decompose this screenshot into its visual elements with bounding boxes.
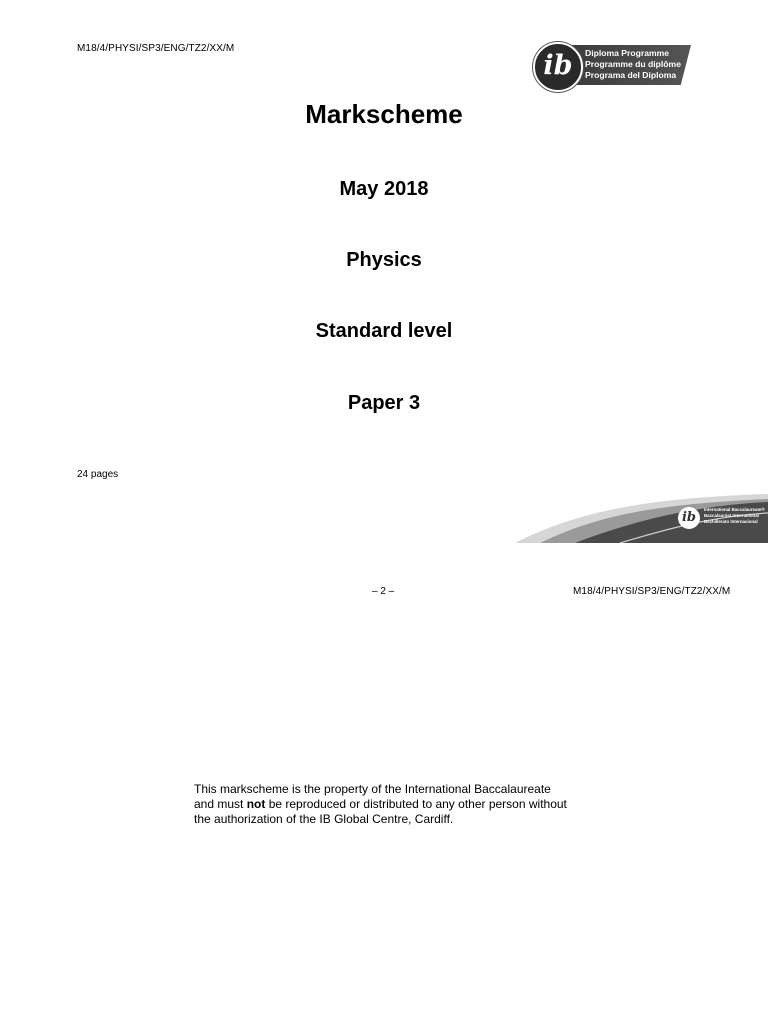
footer-swoosh <box>0 480 768 543</box>
subject: Physics <box>346 249 422 271</box>
document-code: M18/4/PHYSI/SP3/ENG/TZ2/XX/M <box>77 43 235 54</box>
footer-logo-line: International Baccalaureate® <box>704 507 765 512</box>
footer-ib-logo-icon: ib <box>678 507 700 529</box>
page-number: – 2 – <box>372 586 395 597</box>
page-count: 24 pages <box>77 469 119 480</box>
logo-line-es: Programa del Diploma <box>585 70 677 80</box>
logo-line-en: Diploma Programme <box>585 48 670 58</box>
paper-number: Paper 3 <box>347 392 421 414</box>
document-code: M18/4/PHYSI/SP3/ENG/TZ2/XX/M <box>573 586 731 597</box>
footer-logo-text <box>704 507 765 525</box>
ib-logo-icon: ib <box>533 42 583 92</box>
notice-text-end: be reproduced or distributed to any other person without the authorization of the IB Global Centre, Cardiff. <box>194 797 567 826</box>
second-page <box>0 543 768 1024</box>
notice-text: This markscheme is the property of the International Baccalaureate and must <box>194 782 551 811</box>
footer-logo-line: Baccalauréat International <box>704 513 759 518</box>
ib-diploma-logo <box>533 42 693 88</box>
copyright-notice <box>194 782 574 827</box>
exam-session: May 2018 <box>339 178 429 200</box>
notice-emphasis: not <box>246 797 266 811</box>
logo-line-fr: Programme du diplôme <box>585 59 681 69</box>
logo-text <box>585 48 681 81</box>
footer-logo-line: Bachillerato Internacional <box>704 519 758 524</box>
document-title: Markscheme <box>305 99 463 129</box>
level: Standard level <box>315 320 453 342</box>
